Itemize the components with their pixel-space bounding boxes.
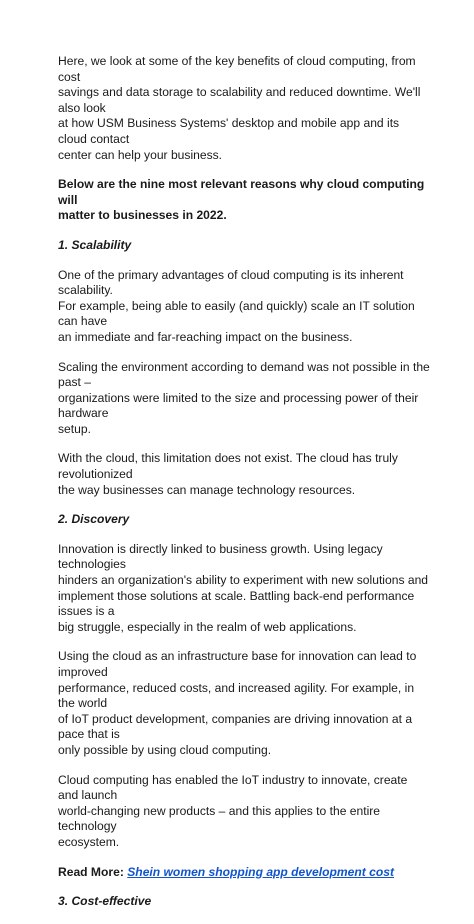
discovery-paragraph-2: Using the cloud as an infrastructure base for innovation can lead to improved performance, reduced costs, and increased agility. For example, in the world of IoT product development, companies are driving innovation at a pace that is only possible by using cloud computing. xyxy=(58,649,417,757)
section-heading-cost-effective: 3. Cost-effective xyxy=(58,894,152,909)
scalability-paragraph-2: Scaling the environment according to demand was not possible in the past – organizations were limited to the size and processing power of their hardware setup. xyxy=(58,359,430,436)
read-more-line xyxy=(58,865,430,881)
read-more-label: Read More: xyxy=(58,864,124,879)
scalability-paragraph-3: With the cloud, this limitation does not exist. The cloud has truly revolutionized the way businesses can manage technology resources. xyxy=(58,451,398,497)
scalability-paragraph-1: One of the primary advantages of cloud computing is its inherent scalability. For example, being able to easily (and quickly) scale an IT solution can have an immediate and far-reaching impact on the business. xyxy=(58,267,415,344)
intro-paragraph: Here, we look at some of the key benefits of cloud computing, from cost savings and data storage to scalability and reduced downtime. We'll also look at how USM Business Systems' desktop and mobile app and its cloud contact center can help your business. xyxy=(58,54,421,162)
document-page xyxy=(58,54,430,924)
section-heading-scalability: 1. Scalability xyxy=(58,237,132,252)
section-heading-discovery: 2. Discovery xyxy=(58,512,130,527)
discovery-paragraph-1: Innovation is directly linked to business growth. Using legacy technologies hinders an organization's ability to experiment with new solutions and implement those solutions at scale. Battling back-end performance issues is a big struggle, especially in the realm of web applications. xyxy=(58,541,429,634)
read-more-link[interactable]: Shein women shopping app development cost xyxy=(127,864,394,879)
lead-paragraph: Below are the nine most relevant reasons why cloud computing will matter to businesses in 2022. xyxy=(58,177,425,223)
discovery-paragraph-3: Cloud computing has enabled the IoT industry to innovate, create and launch world-changing new products – and this applies to the entire technology ecosystem. xyxy=(58,772,408,849)
